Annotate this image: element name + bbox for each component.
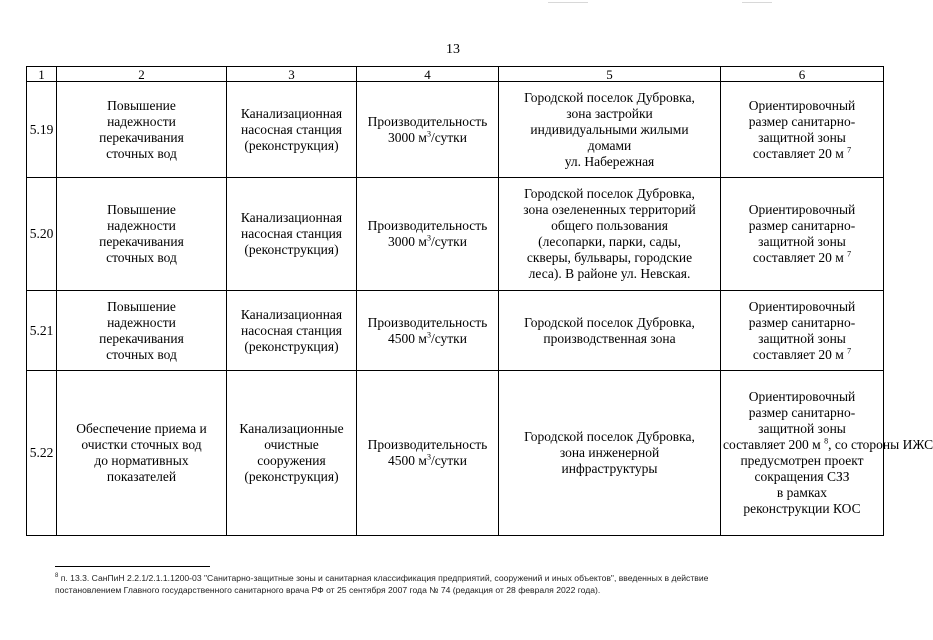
cell-line: Городской поселок Дубровка, [524, 314, 695, 330]
capacity-amount: 4500 м [388, 453, 427, 468]
cell-line: скверы, бульвары, городские [526, 250, 693, 265]
capacity-label: Производительность [367, 437, 488, 452]
cell-line: защитной зоны [758, 129, 846, 145]
capacity-unit-exponent: 3 [426, 233, 431, 243]
scan-artifact [742, 2, 772, 3]
cell-line: зона застройки [566, 105, 653, 121]
footnote-line [55, 572, 875, 584]
cell-line: насосная станция [240, 121, 343, 137]
sanitary-size-text: составляет 20 м [752, 145, 848, 161]
header-row [27, 67, 884, 82]
footnote-reference: 8 [824, 436, 829, 446]
capacity-label: Производительность [367, 113, 488, 129]
location-cell [499, 291, 721, 371]
cell-line: Повышение [107, 298, 176, 314]
sanitary-size [723, 146, 881, 162]
cell-line: зона инженерной [559, 445, 660, 460]
capacity-cell [357, 291, 499, 371]
infrastructure-table [26, 66, 933, 536]
cell-line: надежности [107, 314, 176, 330]
cell-line: (реконструкция) [244, 137, 339, 153]
footnote-line: постановлением Главного государственного санитарного врача РФ от 25 сентября 2007 года № 74 (редакция от 28 февраля 2022 года). [55, 585, 601, 595]
page-number: 13 [446, 42, 460, 57]
cell-line: защитной зоны [758, 234, 846, 249]
sanitary-zone-cell [721, 82, 884, 178]
cell-line: предусмотрен проект [740, 453, 864, 468]
cell-line: сооружения [257, 453, 326, 468]
cell-line: до нормативных [94, 453, 189, 468]
sanitary-zone-cell [721, 291, 884, 371]
cell-line: Канализационные [239, 421, 344, 436]
capacity-unit: /сутки [430, 234, 467, 249]
sanitary-zone-cell [721, 178, 884, 291]
table-row [27, 82, 884, 178]
capacity-unit: /сутки [430, 129, 467, 145]
column-header: 6 [721, 67, 884, 82]
capacity-value [359, 130, 496, 146]
sanitary-size [723, 436, 933, 453]
footnote-reference: 7 [847, 145, 852, 154]
cell-line: производственная зона [543, 330, 676, 346]
cell-line: Ориентировочный [748, 202, 856, 217]
cell-line: надежности [107, 113, 176, 129]
cell-line: насосная станция [240, 226, 343, 241]
scan-artifact [548, 2, 588, 3]
row-number-cell: 5.21 [27, 291, 57, 371]
cell-line: очистки сточных вод [81, 437, 202, 452]
location-cell [499, 371, 721, 536]
sanitary-size [723, 250, 881, 266]
footnote-reference: 7 [847, 346, 852, 355]
cell-line: (реконструкция) [244, 469, 339, 484]
cell-line: Городской поселок Дубровка, [524, 429, 695, 444]
capacity-unit: /сутки [430, 330, 467, 346]
cell-line: леса). В районе ул. Невская. [528, 266, 691, 281]
capacity-amount: 3000 м [388, 129, 427, 145]
capacity-value [359, 234, 496, 250]
capacity-unit-exponent: 3 [426, 452, 431, 462]
row-number-cell: 5.22 [27, 371, 57, 536]
table-row [27, 178, 884, 291]
capacity-label: Производительность [367, 218, 488, 233]
cell-line: Ориентировочный [748, 298, 856, 314]
column-header: 3 [227, 67, 357, 82]
capacity-unit-exponent: 3 [426, 129, 431, 138]
cell-line: ул. Набережная [564, 153, 655, 169]
cell-line: Ориентировочный [748, 97, 856, 113]
location-cell [499, 82, 721, 178]
purpose-cell [57, 291, 227, 371]
cell-line: Ориентировочный [748, 389, 856, 404]
cell-line: размер санитарно- [748, 405, 856, 420]
cell-line: защитной зоны [758, 421, 846, 436]
capacity-unit: /сутки [430, 453, 467, 468]
cell-line: размер санитарно- [748, 314, 856, 330]
sanitary-size-text: составляет 20 м [752, 250, 848, 265]
object-cell [227, 371, 357, 536]
cell-line: сточных вод [106, 145, 177, 161]
footnote [55, 572, 875, 596]
purpose-cell [57, 371, 227, 536]
footnote-text: п. 13.3. СанПиН 2.2.1/2.1.1.1200-03 "Санитарно-защитные зоны и санитарная классификация предприятий, сооружений и иных объектов", введенных в действие [58, 573, 709, 583]
cell-line: Повышение [107, 97, 176, 113]
capacity-unit-exponent: 3 [426, 330, 431, 339]
sanitary-size-continuation: , со стороны ИЖС [828, 437, 933, 452]
cell-line: в рамках [776, 485, 828, 500]
capacity-amount: 3000 м [388, 234, 427, 249]
purpose-cell [57, 178, 227, 291]
cell-line: Канализационная [240, 105, 343, 121]
capacity-label: Производительность [367, 314, 488, 330]
cell-line: перекачивания [99, 234, 184, 249]
cell-line: (реконструкция) [244, 338, 339, 354]
capacity-cell [357, 371, 499, 536]
cell-line: (реконструкция) [244, 242, 339, 257]
cell-line: общего пользования [551, 218, 668, 233]
cell-line: насосная станция [240, 322, 343, 338]
table-row [27, 291, 884, 371]
cell-line: очистные [264, 437, 319, 452]
cell-line: перекачивания [99, 330, 184, 346]
cell-line: размер санитарно- [748, 218, 856, 233]
footnote-reference: 7 [847, 249, 852, 259]
table-row [27, 371, 884, 536]
object-cell [227, 178, 357, 291]
location-cell [499, 178, 721, 291]
sanitary-size [723, 347, 881, 363]
cell-line: перекачивания [99, 129, 184, 145]
object-cell [227, 291, 357, 371]
cell-line: реконструкции КОС [743, 501, 861, 516]
cell-line: Повышение [107, 202, 176, 217]
capacity-amount: 4500 м [388, 330, 427, 346]
cell-line: размер санитарно- [748, 113, 856, 129]
cell-line: сокращения СЗЗ [754, 469, 850, 484]
sanitary-zone-cell [721, 371, 933, 536]
row-number-cell: 5.20 [27, 178, 57, 291]
footnote-marker: 8 [55, 573, 59, 580]
column-header: 2 [57, 67, 227, 82]
sanitary-size-text: составляет 20 м [752, 346, 848, 362]
cell-line: инфраструктуры [561, 461, 658, 476]
column-header: 4 [357, 67, 499, 82]
cell-line: надежности [107, 218, 176, 233]
capacity-value [359, 331, 496, 347]
capacity-cell [357, 82, 499, 178]
column-header: 5 [499, 67, 721, 82]
cell-line: защитной зоны [758, 330, 846, 346]
capacity-value [359, 453, 496, 469]
cell-line: Канализационная [240, 210, 343, 225]
purpose-cell [57, 82, 227, 178]
cell-line: Городской поселок Дубровка, [524, 186, 695, 201]
cell-line: домами [587, 137, 632, 153]
cell-line: сточных вод [106, 250, 177, 265]
cell-line: (лесопарки, парки, сады, [538, 234, 681, 249]
row-number-cell: 5.19 [27, 82, 57, 178]
cell-line: показателей [106, 469, 177, 484]
cell-line: сточных вод [106, 346, 177, 362]
sanitary-size-text: составляет 200 м [723, 437, 825, 452]
footnote-divider [55, 566, 210, 567]
cell-line: Обеспечение приема и [76, 421, 207, 436]
capacity-cell [357, 178, 499, 291]
cell-line: Канализационная [240, 306, 343, 322]
cell-line: Городской поселок Дубровка, [524, 89, 695, 105]
cell-line: зона озелененных территорий [523, 202, 696, 217]
column-header: 1 [27, 67, 57, 82]
object-cell [227, 82, 357, 178]
cell-line: индивидуальными жилыми [530, 121, 689, 137]
